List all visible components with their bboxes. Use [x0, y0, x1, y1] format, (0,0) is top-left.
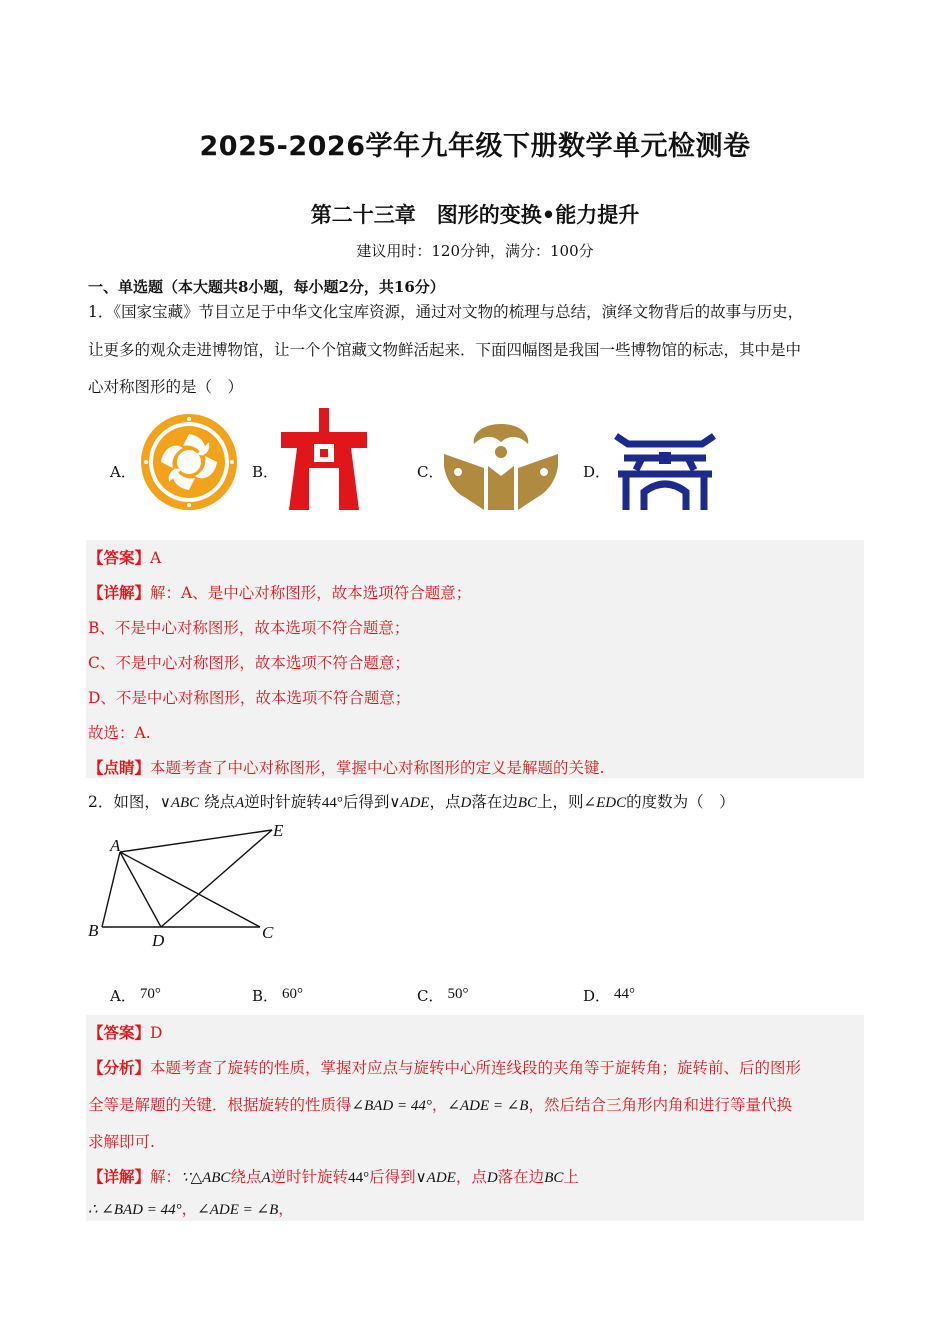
page-title: 2025-2026学年九年级下册数学单元检测卷 [199, 131, 751, 162]
q1-detail-text-1: 解：A、是中心对称图形，故本选项符合题意； [150, 584, 472, 602]
q1-comment-line [88, 756, 604, 778]
q2-stem-line [88, 790, 735, 812]
q2-analysis-text: 全等是解题的关键．根据旋转的性质得 [88, 1096, 352, 1114]
q2-detail-line-1 [88, 1165, 579, 1187]
comment-tag: 【点睛】 [88, 758, 151, 777]
q2-stem-text: 的度数为（ ） [626, 793, 735, 811]
q2-option-d-label: D． [583, 987, 611, 1005]
q2-detail-text: ， [181, 1200, 198, 1218]
red-gate-logo-icon [281, 408, 373, 510]
q2-option-a-label: A． [110, 987, 136, 1005]
q2-option-c-value: 50° [447, 986, 469, 1002]
q2-detail-text: 逆时针旋转 [270, 1168, 349, 1186]
q1-comment-text: 本题考查了中心对称图形，掌握中心对称图形的定义是解题的关键. [150, 759, 605, 777]
q2-detail-math: ∵△ABC [181, 1170, 231, 1186]
q1-answer-line [88, 546, 161, 568]
answer-tag: 【答案】 [88, 1023, 151, 1042]
section-title: 一、单选题（本大题共8小题，每小题2分，共16分） [88, 278, 445, 296]
q2-analysis-math: ∠BAD = 44° [351, 1098, 432, 1114]
q2-analysis-math: ∠ADE = ∠B [447, 1098, 529, 1114]
q1-option-a-label: A． [110, 463, 136, 481]
q2-option-a [110, 985, 161, 1006]
gold-ruyi-logo-icon [444, 424, 558, 510]
q1-option-d-label: D． [583, 463, 611, 481]
q1-stem-line-3: 心对称图形的是（ ） [88, 378, 244, 396]
figure-label-c: C [262, 923, 274, 942]
q2-triangle-figure [84, 818, 294, 950]
q2-analysis-text-1: 本题考查了旋转的性质，掌握对应点与旋转中心所连线段的夹角等于旋转角；旋转前、后的图形 [150, 1059, 802, 1077]
q2-option-c-label: C． [417, 987, 444, 1005]
q1-detail-line-4: D、不是中心对称图形，故本选项不符合题意； [88, 689, 411, 707]
q2-option-b [252, 985, 303, 1006]
q1-option-c-label: C． [417, 463, 444, 481]
time-score-info: 建议用时：120分钟，满分：100分 [356, 242, 594, 260]
q2-answer-box [86, 1015, 864, 1221]
q2-option-a-value: 70° [139, 986, 161, 1002]
q1-stem-line-2: 让更多的观众走进博物馆，让一个个馆藏文物鲜活起来．下面四幅图是我国一些博物馆的标志，其中是中 [88, 341, 802, 359]
q2-stem-text: 上，则 [537, 793, 584, 811]
q1-detail-line-3: C、不是中心对称图形，故本选项不符合题意； [88, 654, 410, 672]
q2-detail-text: 落在边 [497, 1168, 545, 1186]
q2-option-d [583, 985, 635, 1006]
q2-detail-text: 后得到 [369, 1168, 416, 1186]
q2-stem-math: D [460, 795, 472, 811]
q2-detail-text: ， [278, 1200, 294, 1218]
q2-detail-math: ∨ADE [415, 1170, 456, 1186]
q1-detail-line-1 [88, 581, 471, 603]
sun-swirl-logo-icon [137, 412, 241, 512]
blue-pavilion-logo-icon [612, 432, 718, 512]
q2-detail-math: ∴ ∠BAD = 44° [88, 1202, 182, 1218]
q2-detail-text: 上 [563, 1168, 579, 1186]
q2-detail-text: 解： [150, 1168, 182, 1186]
detail-tag: 【详解】 [88, 583, 151, 602]
figure-label-b: B [88, 921, 99, 940]
answer-tag: 【答案】 [88, 548, 151, 567]
q2-stem-text: 逆时针旋转 [244, 793, 322, 811]
analysis-tag: 【分析】 [88, 1058, 151, 1077]
q1-detail-line-2: B、不是中心对称图形，故本选项不符合题意； [88, 619, 410, 637]
q2-option-b-value: 60° [282, 986, 304, 1002]
figure-label-a: A [110, 836, 121, 855]
q2-detail-math: BC [544, 1170, 564, 1186]
figure-label-d: D [152, 931, 165, 950]
q2-stem-text: 2．如图， [88, 793, 160, 811]
q2-detail-text: 绕点 [230, 1168, 262, 1186]
q2-answer-value: D [150, 1024, 163, 1042]
q2-analysis-line-1 [88, 1056, 801, 1078]
q2-stem-math: ∨ADE [389, 795, 430, 811]
q2-detail-math: 44° [348, 1170, 370, 1186]
q2-detail-line-2 [88, 1197, 294, 1219]
q2-option-b-label: B． [252, 987, 279, 1005]
q2-stem-text: 绕点 [199, 793, 236, 811]
q2-detail-math: ∠ADE = ∠B [197, 1202, 279, 1218]
q2-stem-text: 落在边 [471, 793, 518, 811]
q1-stem-line-1: 1．《国家宝藏》节目立足于中华文化宝库资源，通过对文物的梳理与总结，演绎文物背后的故事与历史， [88, 303, 804, 321]
detail-tag: 【详解】 [88, 1167, 151, 1186]
q2-stem-math: A [235, 795, 245, 811]
q2-option-d-value: 44° [614, 986, 636, 1002]
q1-detail-line-5: 故选：A. [88, 724, 151, 742]
q2-stem-math: 44° [321, 795, 343, 811]
q2-answer-line [88, 1021, 162, 1043]
q2-stem-math: BC [517, 795, 538, 811]
q2-analysis-text: ， [431, 1096, 448, 1114]
q2-stem-text: ，点 [429, 793, 461, 811]
q2-detail-math: D [486, 1170, 498, 1186]
q2-option-c [417, 985, 468, 1006]
q1-option-b-label: B． [252, 463, 279, 481]
figure-label-e: E [273, 821, 284, 840]
q2-analysis-line-2 [88, 1093, 792, 1115]
q2-detail-text: ，点 [455, 1168, 487, 1186]
q1-answer-box [86, 540, 864, 778]
q2-detail-math: A [261, 1170, 271, 1186]
q2-analysis-text: ，然后结合三角形内角和进行等量代换 [528, 1096, 792, 1114]
q1-answer-value: A [150, 549, 162, 567]
q2-analysis-line-3: 求解即可. [88, 1133, 155, 1151]
q2-stem-math: ∨ABC [159, 795, 200, 811]
q2-stem-text: 后得到 [342, 793, 390, 811]
q2-stem-math: ∠EDC [583, 795, 627, 811]
chapter-subtitle: 第二十三章 图形的变换•能力提升 [310, 203, 640, 227]
